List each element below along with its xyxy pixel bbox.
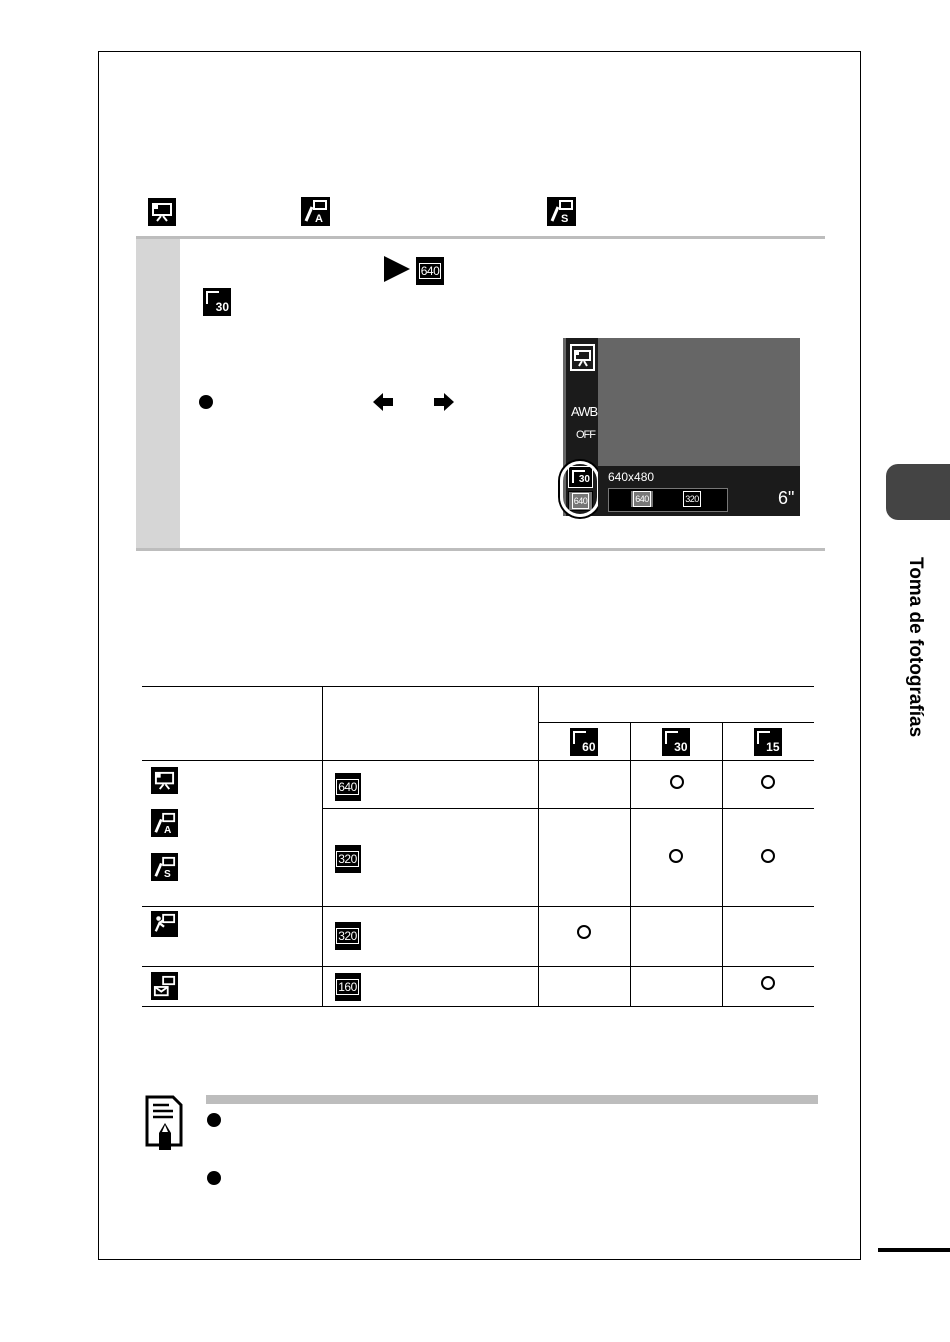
table-row <box>142 761 814 809</box>
res-cell <box>322 907 538 967</box>
lcd-flash-off-label: OFF <box>576 429 595 441</box>
lcd-res-icon: 640 <box>568 491 593 511</box>
table-header-row <box>142 687 814 723</box>
supported-mark-icon <box>577 925 591 939</box>
bullet-icon <box>207 1113 221 1127</box>
frame-rate-60-icon: 60 <box>570 728 598 756</box>
bullet-icon <box>207 1171 221 1185</box>
frame-rate-15-icon: 15 <box>754 728 782 756</box>
frame-rate-30-icon: 30 <box>203 288 231 316</box>
bullet-icon <box>199 395 213 409</box>
mark-cell-30 <box>630 967 722 1007</box>
movie-color-accent-icon <box>151 809 178 837</box>
supported-mark-icon <box>669 849 683 863</box>
step-rail <box>136 239 180 548</box>
movie-size-table <box>142 686 814 1007</box>
camera-lcd-screen <box>563 338 800 516</box>
svg-text:S: S <box>164 868 171 879</box>
mark-cell-15 <box>722 761 814 809</box>
header-cell-resolution <box>322 687 538 761</box>
res-cell <box>322 761 538 809</box>
movie-standard-icon <box>148 198 176 226</box>
mark-cell-60 <box>538 967 630 1007</box>
mark-cell-60 <box>538 809 630 907</box>
header-fps-60 <box>538 723 630 761</box>
lcd-option-320[interactable]: 320 <box>680 490 704 508</box>
supported-mark-icon <box>761 775 775 789</box>
resolution-320-icon: 320 <box>335 845 361 873</box>
lcd-resolution-readout: 640x480 <box>608 470 655 484</box>
svg-text:A: A <box>315 213 323 224</box>
movie-standard-icon <box>151 767 178 794</box>
note-bar <box>206 1095 818 1104</box>
movie-compact-email-icon <box>151 972 178 1000</box>
section-label: Toma de fotografías <box>905 557 926 738</box>
mark-cell-30 <box>630 907 722 967</box>
movie-color-accent-icon <box>301 197 330 226</box>
supported-mark-icon <box>761 976 775 990</box>
mark-cell-30 <box>630 809 722 907</box>
mark-cell-30 <box>630 761 722 809</box>
table-row <box>142 967 814 1007</box>
mark-cell-60 <box>538 761 630 809</box>
mark-cell-15 <box>722 809 814 907</box>
lcd-fps-icon: 30 <box>568 466 593 488</box>
supported-mark-icon <box>761 849 775 863</box>
resolution-160-icon: 160 <box>335 973 361 1001</box>
supported-mark-icon <box>670 775 684 789</box>
table-row <box>142 907 814 967</box>
play-arrow-icon <box>384 256 410 282</box>
lcd-remaining-time: 6" <box>778 488 795 508</box>
mark-cell-15 <box>722 967 814 1007</box>
lcd-option-bar <box>608 488 728 512</box>
resolution-640-icon: 640 <box>416 257 444 285</box>
res-cell <box>322 967 538 1007</box>
lcd-selection-ring <box>560 461 600 517</box>
mark-cell-60 <box>538 907 630 967</box>
svg-text:A: A <box>164 824 172 835</box>
lcd-awb-label: AWB <box>571 404 598 419</box>
resolution-640-icon: 640 <box>335 773 361 801</box>
note-pencil-icon <box>143 1095 189 1151</box>
lcd-option-640[interactable]: 640 <box>630 490 654 508</box>
lcd-movie-icon <box>570 344 595 371</box>
mode-cell-compact <box>142 967 322 1007</box>
res-cell <box>322 809 538 907</box>
footer-rule <box>878 1248 950 1252</box>
mark-cell-15 <box>722 907 814 967</box>
chapter-tab <box>886 464 950 520</box>
header-cell-framerate <box>538 687 814 723</box>
mode-cell-standard-accent-swap <box>142 761 322 907</box>
header-cell-mode <box>142 687 322 761</box>
resolution-320-icon: 320 <box>335 922 361 950</box>
header-fps-30 <box>630 723 722 761</box>
movie-color-swap-icon <box>547 197 576 226</box>
frame-rate-30-icon: 30 <box>662 728 690 756</box>
mode-cell-fast-frame <box>142 907 322 967</box>
movie-fast-frame-rate-icon <box>151 911 178 937</box>
right-arrow-icon <box>432 391 454 413</box>
movie-color-swap-icon <box>151 853 178 881</box>
left-arrow-icon <box>373 391 395 413</box>
svg-text:S: S <box>561 213 569 224</box>
header-fps-15 <box>722 723 814 761</box>
page-frame <box>98 51 861 1260</box>
